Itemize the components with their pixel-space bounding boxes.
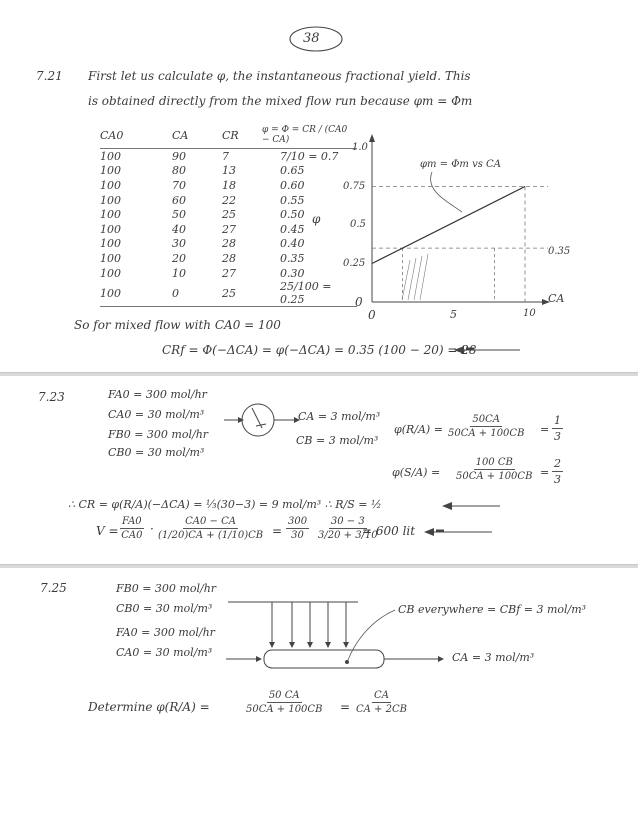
v-lhs: V = [96, 524, 119, 538]
table-cell: 100 [100, 222, 121, 236]
phi-ra-fraction [448, 414, 524, 439]
table-row [100, 164, 357, 179]
table-cell: 100 [100, 178, 121, 192]
v-dot: · [150, 522, 154, 536]
table-row [100, 237, 357, 252]
p725-frac-2 [356, 690, 407, 715]
problem-number-7-25: 7.25 [40, 581, 67, 595]
table-cell: 25/100 = 0.25 [280, 280, 332, 307]
table-cell: 60 [172, 193, 186, 207]
p725-given-fa0: FA0 = 300 mol/hr [116, 626, 215, 639]
phi-ra-eq: = [540, 423, 550, 436]
phi-sa-num: 100 CB [475, 457, 513, 468]
v-eq1: = [272, 524, 283, 538]
result-arrow-600 [424, 528, 492, 536]
table-cell: 100 [100, 237, 121, 251]
mixed-flow-reactor-diagram [224, 404, 300, 436]
phi-ra-lhs: φ(R/A) = [394, 423, 443, 436]
p723-given-ca0: CA0 = 30 mol/m³ [108, 408, 205, 421]
section-divider-1 [0, 372, 638, 376]
hatched-area [402, 254, 428, 300]
result-arrow-rs [442, 502, 500, 510]
x-tick-5: 5 [450, 308, 457, 321]
problem-number-7-23: 7.23 [38, 390, 65, 404]
v-frac-1 [120, 516, 144, 541]
y-tick-025: 0.25 [343, 258, 366, 269]
v-frac-1-num: FA0 [122, 516, 142, 527]
y-tick-1: 1.0 [352, 142, 368, 153]
p725-cb-everywhere: CB everywhere = CBf = 3 mol/m³ [398, 603, 587, 616]
header-cr: CR [222, 128, 239, 142]
header-ca0: CA0 [100, 128, 124, 142]
page-number: 38 [303, 31, 320, 46]
v-frac-2-num: CA0 − CA [185, 516, 236, 527]
p725-given-fb0: FB0 = 300 mol/hr [116, 582, 217, 595]
table-cell: 20 [172, 251, 186, 265]
p721-line2: is obtained directly from the mixed flow run because φm = Φm [88, 94, 473, 108]
v-frac-3-den: 30 [291, 530, 304, 541]
p725-frac-1-den: 50CA + 100CB [246, 704, 323, 715]
annotation-pointer [431, 172, 462, 212]
x-tick-10: 10 [523, 308, 536, 319]
p725-frac-1-num: 50 CA [268, 690, 300, 701]
p725-frac-2-den: CA + 2CB [356, 704, 407, 715]
table-cell: 25 [222, 286, 236, 300]
table-cell: 27 [222, 222, 236, 236]
table-cell: 100 [100, 251, 121, 265]
phi-sa-den: 50CA + 100CB [456, 471, 533, 482]
p723-outlet-cb: CB = 3 mol/m³ [296, 434, 379, 447]
table-cell: 0.40 [280, 237, 305, 251]
y-tick-05: 0.5 [350, 219, 366, 230]
p723-given-fb0: FB0 = 300 mol/hr [108, 428, 209, 441]
table-cell: 100 [100, 193, 121, 207]
table-header-row [100, 122, 357, 149]
y-tick-075: 0.75 [343, 181, 366, 192]
phi-sa-eq: = [540, 466, 550, 479]
table-cell: 0.60 [280, 178, 305, 192]
p723-cr-line: ∴ CR = φ(R/A)(−ΔCA) = ⅓(30−3) = 9 mol/m³ ∴ R/S = ½ [68, 498, 382, 511]
v-frac-1-den: CA0 [121, 530, 143, 541]
table-cell: 18 [222, 178, 236, 192]
table-cell: 28 [222, 237, 236, 251]
p725-given-cb0: CB0 = 30 mol/m³ [116, 602, 213, 615]
table-cell: 50 [172, 208, 186, 222]
y-axis-arrow [369, 134, 375, 142]
table-row [100, 266, 357, 281]
table-cell: 100 [100, 164, 121, 178]
series-line [372, 187, 525, 264]
p723-outlet-ca: CA = 3 mol/m³ [298, 410, 381, 423]
table-cell: 7/10 = 0.7 [280, 149, 339, 163]
v-frac-2-den: (1/20)CA + (1/10)CB [158, 530, 264, 541]
v-frac-2 [158, 516, 263, 541]
table-cell: 100 [100, 286, 121, 300]
header-phi: φ = Φ = CR / (CA0 − CA) [262, 125, 348, 145]
table-cell: 100 [100, 208, 121, 222]
p725-frac-1 [246, 690, 322, 715]
graph-annotation-035: 0.35 [548, 246, 571, 257]
table-row [100, 251, 357, 266]
p721-mixed-flow: So for mixed flow with CA0 = 100 [74, 318, 281, 332]
p723-given-fa0: FA0 = 300 mol/hr [108, 388, 207, 401]
phi-sa-fraction [456, 457, 532, 482]
v-result: = 600 lit [362, 524, 416, 538]
table-cell: 22 [222, 193, 236, 207]
phi-sa-result [552, 457, 563, 486]
phi-sa-lhs: φ(S/A) = [392, 466, 441, 479]
table-cell: 10 [172, 266, 186, 280]
x-tick-0: 0 [368, 308, 376, 322]
table-cell: 13 [222, 164, 236, 178]
table-cell: 40 [172, 222, 186, 236]
table-cell: 70 [172, 178, 186, 192]
table-cell: 27 [222, 266, 236, 280]
table-cell: 0.50 [280, 208, 305, 222]
table-cell: 100 [100, 266, 121, 280]
table-cell: 0.30 [280, 266, 305, 280]
table-row [100, 193, 357, 208]
v-frac-4-num: 30 − 3 [330, 516, 365, 527]
p725-frac-2-num: CA [374, 690, 389, 701]
v-frac-3-num: 300 [288, 516, 308, 527]
table-cell: 90 [172, 149, 186, 163]
table-cell: 0.55 [280, 193, 305, 207]
section-divider-2 [0, 564, 638, 568]
cb-pointer [348, 610, 395, 660]
p721-line1: First let us calculate φ, the instantaneous fractional yield. This [88, 69, 471, 83]
p723-given-cb0: CB0 = 30 mol/m³ [108, 446, 205, 459]
v-frac-4-den: 3/20 + 3/10 [318, 530, 378, 541]
table-cell: 7 [222, 149, 229, 163]
table-cell: 28 [222, 251, 236, 265]
header-ca: CA [172, 128, 189, 142]
phi-ra-res-num: 1 [554, 414, 561, 427]
graph-annotation: φm = Φm vs CA [420, 159, 501, 170]
x-axis-label: CA [548, 292, 565, 305]
y-axis-label: φ [312, 212, 321, 226]
table-row [100, 149, 357, 164]
p725-ca-out: CA = 3 mol/m³ [452, 651, 535, 664]
table-cell: 0.35 [280, 251, 305, 265]
p725-determine-lhs: Determine φ(R/A) = [88, 700, 210, 714]
y-tick-0: 0 [355, 295, 363, 309]
phi-ra-res-den: 3 [554, 430, 561, 443]
phi-ra-result [552, 414, 563, 443]
table-cell: 80 [172, 164, 186, 178]
table-cell: 30 [172, 237, 186, 251]
phi-sa-res-den: 3 [554, 473, 561, 486]
problem-number-7-21: 7.21 [36, 69, 63, 83]
table-row [100, 178, 357, 193]
phi-sa-res-num: 2 [554, 457, 561, 470]
p725-eq: = [340, 700, 351, 714]
v-frac-3 [286, 516, 309, 541]
plug-flow-tube [264, 650, 384, 668]
p725-given-ca0: CA0 = 30 mol/m³ [116, 646, 213, 659]
table-cell: 25 [222, 208, 236, 222]
table-row [100, 280, 357, 307]
table-cell: 0.65 [280, 164, 305, 178]
p721-result: CRf = Φ(−ΔCA) = φ(−ΔCA) = 0.35 (100 − 20) = 28 [162, 343, 477, 357]
table-cell: 0 [172, 286, 179, 300]
phi-ra-den: 50CA + 100CB [448, 428, 525, 439]
table-cell: 0.45 [280, 222, 305, 236]
table-cell: 100 [100, 149, 121, 163]
phi-ra-num: 50CA [472, 414, 501, 425]
